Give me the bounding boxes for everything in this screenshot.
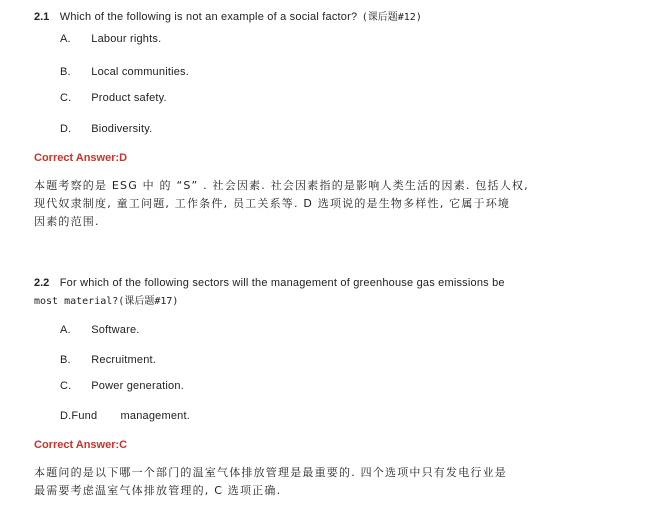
option-letter: D. [60,123,72,135]
option-text: management. [120,410,191,422]
question-text: Which of the following is not an example of a social factor? [59,11,358,23]
option-letter: C. [60,380,72,392]
option-letter: B. [60,354,71,366]
option-text: Local communities. [91,66,190,78]
question-2-2-header [34,273,505,291]
option-letter: B. [60,66,71,78]
option-d [60,123,152,135]
question-text-continued: most material? [34,296,119,307]
option-a [60,324,140,336]
explanation-line: 因素的范围. [34,215,100,228]
option-text: Product safety. [91,92,167,104]
explanation-line: 现代奴隶制度, 童工问题, 工作条件, 员工关系等. D 选项说的是生物多样性, 它属于环境 [34,197,511,210]
question-number: 2.2 [34,277,50,289]
question-2-2-header-line2 [34,291,178,309]
question-number: 2.1 [34,11,50,23]
option-text: Software. [91,324,140,336]
explanation-line: 本题问的是以下哪一个部门的温室气体排放管理是最重要的. 四个选项中只有发电行业是 [34,466,507,479]
option-text: Biodiversity. [91,123,153,135]
question-text: For which of the following sectors will the management of greenhouse gas emissions be [59,277,505,289]
correct-answer: Correct Answer:D [34,152,128,164]
question-tag: (课后题#17) [118,296,179,307]
question-2-1-header [34,7,422,25]
option-d [60,410,190,422]
option-a [60,33,161,45]
option-letter: A. [60,324,71,336]
option-text: Recruitment. [91,354,157,366]
option-letter: C. [60,92,72,104]
option-letter: A. [60,33,71,45]
correct-answer: Correct Answer:C [34,439,128,451]
question-tag: (课后题#12) [361,12,422,23]
explanation [34,464,507,500]
option-text: Labour rights. [91,33,162,45]
option-c [60,92,167,104]
explanation-line: 最需要考虑温室气体排放管理的, C 选项正确. [34,484,282,497]
option-text: Power generation. [91,380,184,392]
option-letter: D.Fund [60,410,98,422]
option-b [60,66,189,78]
option-b [60,354,156,366]
explanation [34,177,529,231]
option-c [60,380,184,392]
explanation-line: 本题考察的是 ESG 中 的 “S” . 社会因素. 社会因素指的是影响人类生活的因素. 包括人权, [34,179,529,192]
